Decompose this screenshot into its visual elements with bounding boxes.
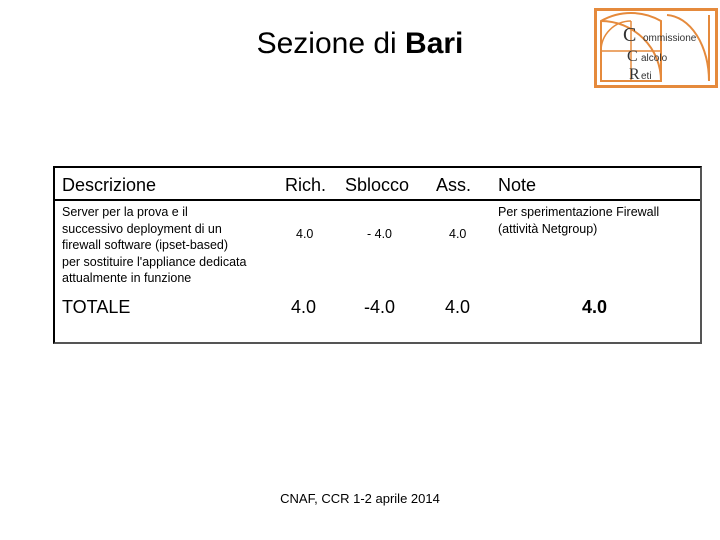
header-note: Note [498, 175, 537, 195]
ccr-logo [594, 8, 718, 88]
allocation-table [53, 166, 702, 344]
descrizione-line: per sostituire l'appliance dedicata [62, 254, 247, 269]
logo-letter-2: C [627, 48, 638, 65]
logo-word-2: alcolo [641, 53, 668, 64]
descrizione-line: firewall software (ipset-based) [62, 238, 229, 252]
row-ass: 4.0 [449, 227, 467, 241]
totale-ass: 4.0 [445, 297, 471, 317]
descrizione-line: successivo deployment di un [62, 221, 222, 236]
ccr-logo-graphic [597, 11, 715, 85]
totale-note: 4.0 [582, 297, 608, 317]
note-line: (attività Netgroup) [498, 221, 598, 236]
logo-letter-3: R [629, 66, 640, 83]
row-descrizione [62, 204, 277, 287]
logo-word-1: ommissione [643, 33, 697, 44]
header-separator [55, 199, 700, 201]
totale-sblocco: -4.0 [364, 297, 396, 317]
title-city: Bari [405, 27, 464, 60]
header-ass: Ass. [436, 175, 472, 195]
header-descrizione: Descrizione [62, 175, 157, 195]
logo-word-3: eti [641, 71, 652, 82]
descrizione-line: attualmente in funzione [62, 271, 192, 285]
title-prefix: Sezione di [256, 27, 406, 60]
row-note [498, 204, 696, 237]
totale-label: TOTALE [62, 297, 131, 317]
header-rich: Rich. [285, 175, 327, 195]
note-line: Per sperimentazione Firewall [498, 205, 660, 219]
row-sblocco: - 4.0 [367, 227, 393, 241]
descrizione-line: Server per la prova e il [62, 205, 188, 219]
row-rich: 4.0 [296, 227, 314, 241]
slide-footer: CNAF, CCR 1-2 aprile 2014 [280, 491, 440, 506]
header-sblocco: Sblocco [345, 175, 410, 195]
logo-letter-1: C [623, 24, 637, 46]
totale-rich: 4.0 [291, 297, 317, 317]
